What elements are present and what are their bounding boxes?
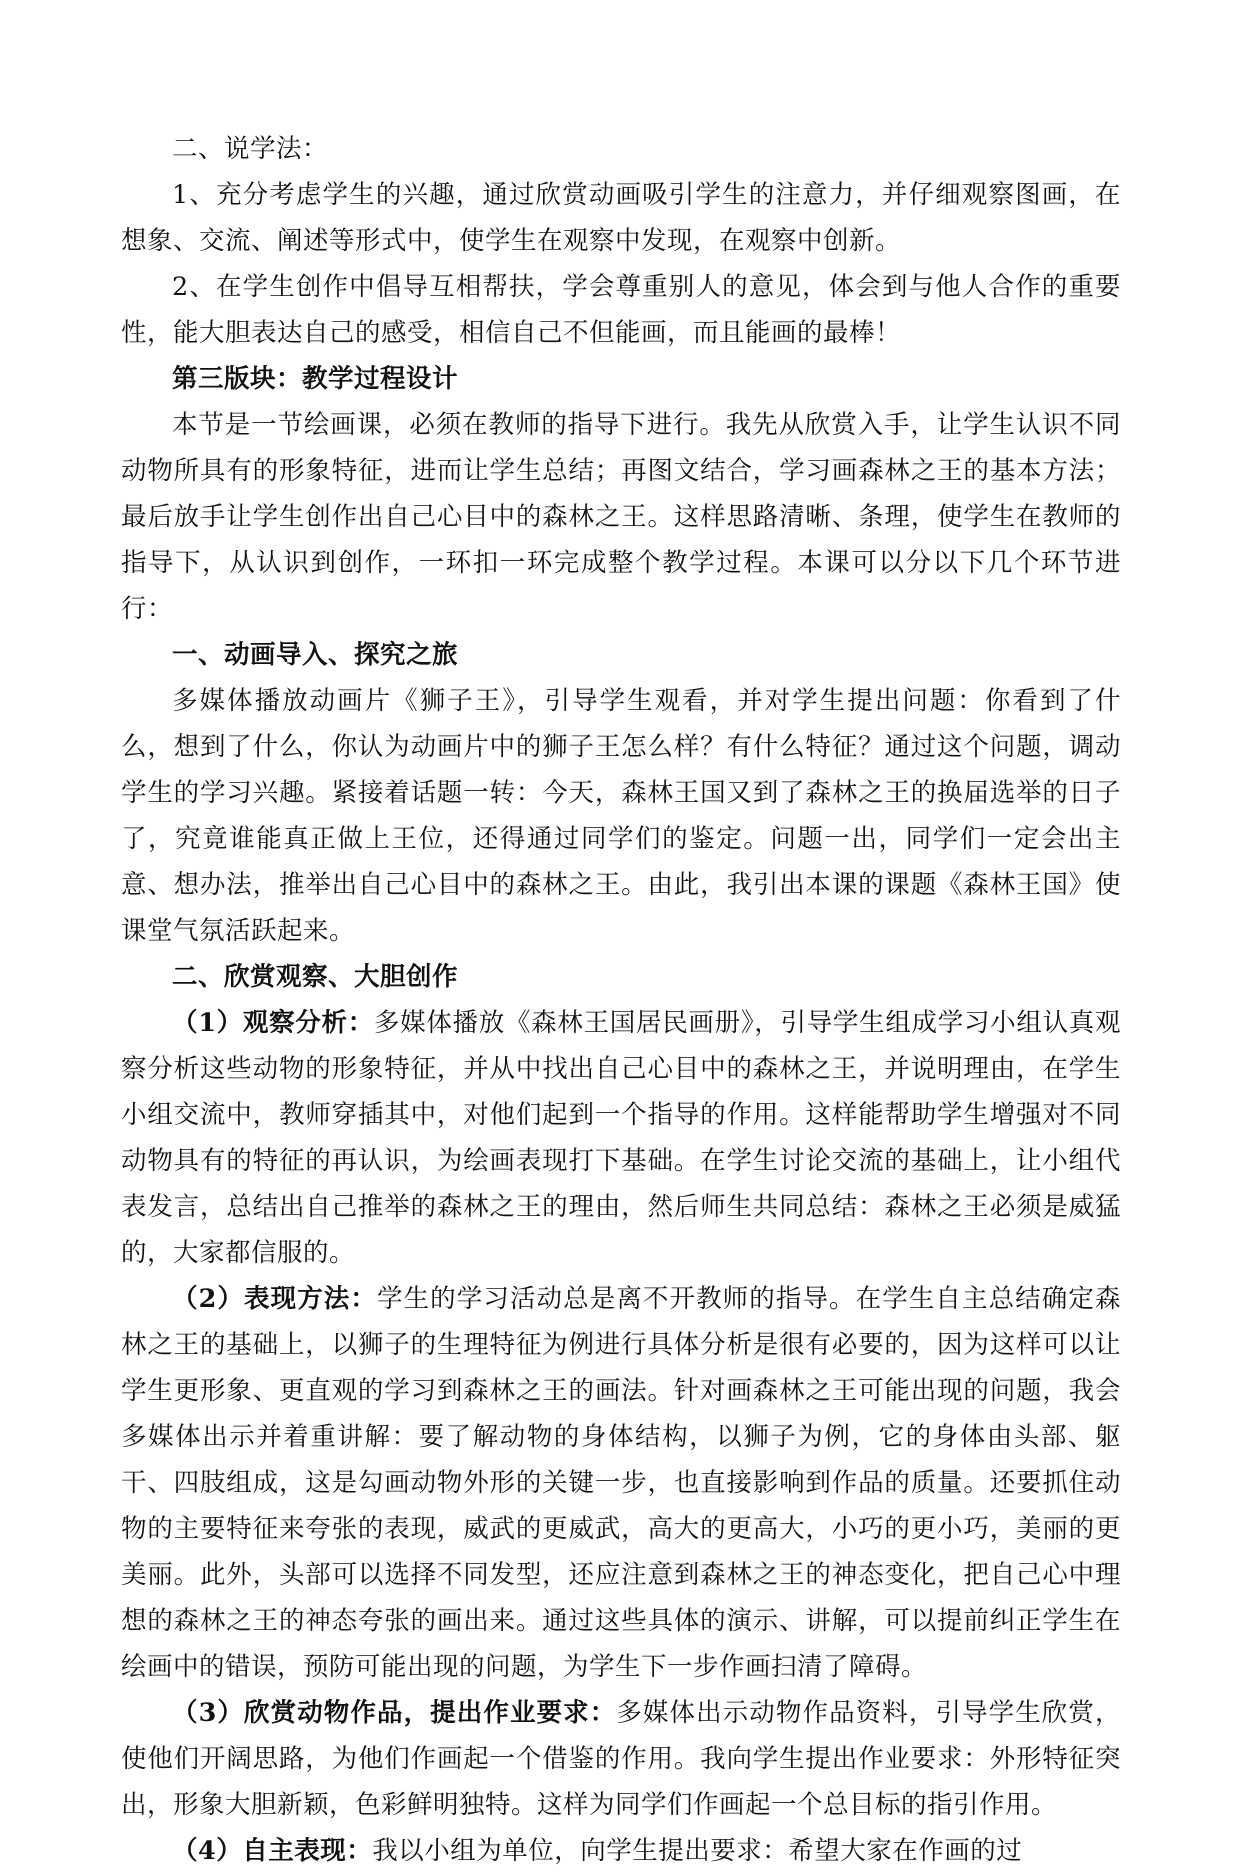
step3-label: （3）欣赏动物作品，提出作业要求：	[172, 1698, 617, 1728]
step3-paragraph	[121, 1690, 1121, 1828]
step4-label: （4）自主表现：	[172, 1836, 373, 1866]
step1-label: （1）观察分析：	[172, 1008, 374, 1038]
step2-body: 学生的学习活动总是离不开教师的指导。在学生自主总结确定森林之王的基础上，以狮子的生理特征为例进行具体分析是很有必要的，因为这样可以让学生更形象、更直观的学习到森林之王的画法。针对画森林之王可能出现的问题，我会多媒体出示并着重讲解：要了解动物的身体结构，以狮子为例，它的身体由头部、躯干、四肢组成，这是勾画动物外形的关键一步，也直接影响到作品的质量。还要抓住动物的主要特征来夸张的表现，威武的更威武，高大的更高大，小巧的更小巧，美丽的更美丽。此外，头部可以选择不同发型，还应注意到森林之王的神态变化，把自己心中理想的森林之王的神态夸张的画出来。通过这些具体的演示、讲解，可以提前纠正学生在绘画中的错误，预防可能出现的问题，为学生下一步作画扫清了障碍。	[121, 1284, 1121, 1682]
study-method-item-2: 2、在学生创作中倡导互相帮扶，学会尊重别人的意见，体会到与他人合作的重要性，能大胆表达自己的感受，相信自己不但能画，而且能画的最棒！	[121, 272, 1121, 348]
section-heading-study-method: 二、说学法：	[172, 134, 329, 164]
step2-label: （2）表现方法：	[172, 1284, 377, 1314]
part1-heading: 一、动画导入、探究之旅	[172, 640, 459, 670]
part2-heading: 二、欣赏观察、大胆创作	[172, 962, 459, 992]
step2-paragraph	[121, 1276, 1121, 1690]
teaching-process-intro: 本节是一节绘画课，必须在教师的指导下进行。我先从欣赏入手，让学生认识不同动物所具有的形象特征，进而让学生总结；再图文结合，学习画森林之王的基本方法；最后放手让学生创作出自己心目中的森林之王。这样思路清晰、条理，使学生在教师的指导下，从认识到创作，一环扣一环完成整个教学过程。本课可以分以下几个环节进行：	[121, 410, 1121, 624]
step1-paragraph	[121, 1000, 1121, 1276]
step4-body: 我以小组为单位，向学生提出要求：希望大家在作画的过	[372, 1836, 1023, 1866]
step4-paragraph	[121, 1828, 1121, 1874]
step1-body: 多媒体播放《森林王国居民画册》，引导学生组成学习小组认真观察分析这些动物的形象特征，并从中找出自己心目中的森林之王，并说明理由，在学生小组交流中，教师穿插其中，对他们起到一个指导的作用。这样能帮助学生增强对不同动物具有的特征的再认识，为绘画表现打下基础。在学生讨论交流的基础上，让小组代表发言，总结出自己推举的森林之王的理由，然后师生共同总结：森林之王必须是威猛的，大家都信服的。	[121, 1008, 1121, 1268]
document-page	[121, 126, 1121, 1874]
study-method-item-1: 1、充分考虑学生的兴趣，通过欣赏动画吸引学生的注意力，并仔细观察图画，在想象、交流、阐述等形式中，使学生在观察中发现，在观察中创新。	[121, 180, 1121, 256]
section-heading-teaching-process: 第三版块：教学过程设计	[172, 364, 459, 394]
part1-body: 多媒体播放动画片《狮子王》，引导学生观看，并对学生提出问题：你看到了什么，想到了什么，你认为动画片中的狮子王怎么样？有什么特征？通过这个问题，调动学生的学习兴趣。紧接着话题一转：今天，森林王国又到了森林之王的换届选举的日子了，究竟谁能真正做上王位，还得通过同学们的鉴定。问题一出，同学们一定会出主意、想办法，推举出自己心目中的森林之王。由此，我引出本课的课题《森林王国》使课堂气氛活跃起来。	[121, 686, 1121, 946]
step3-body: 多媒体出示动物作品资料，引导学生欣赏，使他们开阔思路，为他们作画起一个借鉴的作用。我向学生提出作业要求：外形特征突出，形象大胆新颖，色彩鲜明独特。这样为同学们作画起一个总目标的指引作用。	[121, 1698, 1121, 1820]
